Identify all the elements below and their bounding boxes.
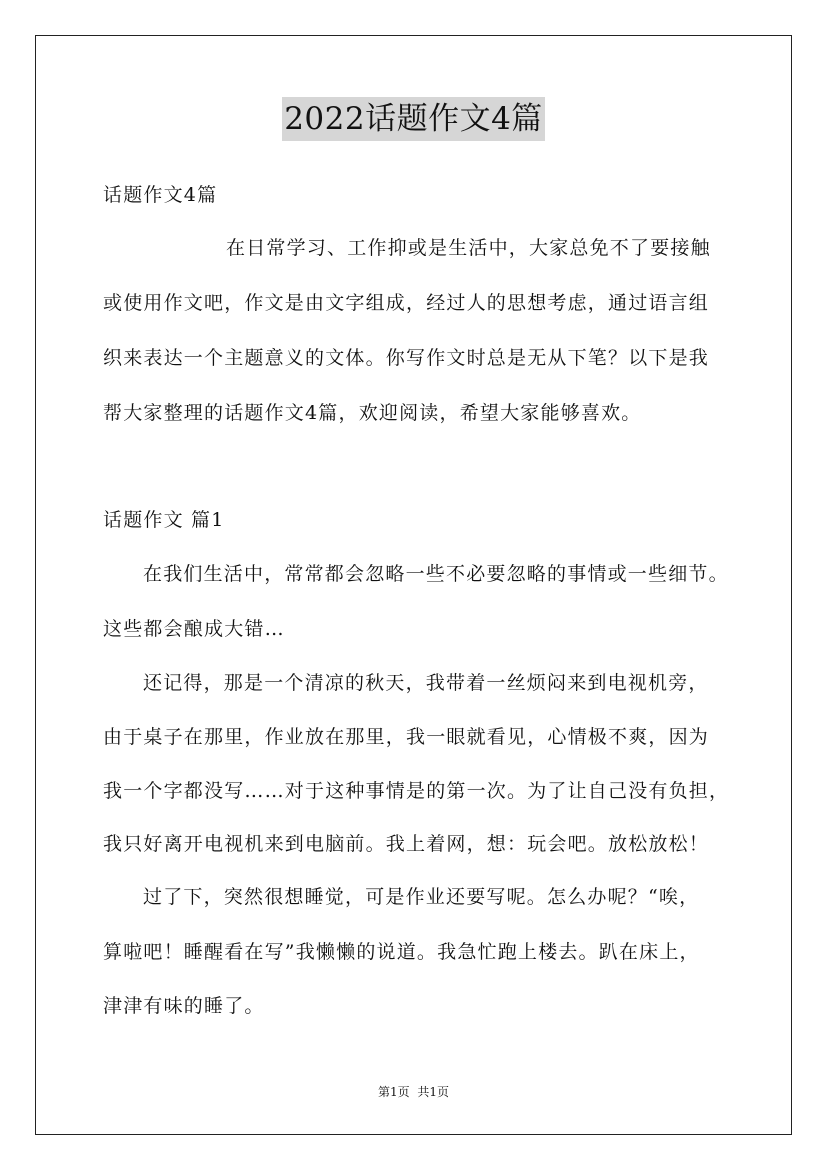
paragraph-line: 在日常学习、工作抑或是生活中，大家总免不了要接触 (226, 237, 711, 259)
paragraph-line: 算啦吧！睡醒看在写”我懒懒的说道。我急忙跑上楼去。趴在床上， (103, 941, 700, 963)
page-footer (0, 1083, 827, 1101)
paragraph-line: 或使用作文吧，作文是由文字组成，经过人的思想考虑，通过语言组 (103, 292, 710, 314)
document-title: 2022话题作文4篇 (282, 97, 545, 141)
paragraph-line: 津津有味的睡了。 (103, 995, 265, 1017)
paragraph-line: 这些都会酿成大错… (103, 618, 285, 640)
paragraph-line: 在我们生活中，常常都会忽略一些不必要忽略的事情或一些细节。 (143, 563, 729, 585)
paragraph-line: 过了下，突然很想睡觉，可是作业还要写呢。怎么办呢？“唉， (143, 886, 700, 908)
paragraph-line: 我只好离开电视机来到电脑前。我上着网，想：玩会吧。放松放松！ (103, 833, 710, 855)
paragraph-line: 织来表达一个主题意义的文体。你写作文时总是无从下笔？以下是我 (103, 347, 710, 369)
paragraph-line: 帮大家整理的话题作文4篇，欢迎阅读，希望大家能够喜欢。 (103, 402, 642, 424)
page-number: 第1页 (377, 1085, 410, 1099)
title-container (0, 97, 827, 141)
page-total: 共1页 (417, 1085, 450, 1099)
subtitle: 话题作文4篇 (103, 184, 218, 206)
paragraph-line: 由于桌子在那里，作业放在那里，我一眼就看见，心情极不爽，因为 (103, 726, 710, 748)
paragraph-line: 我一个字都没写……对于这种事情是的第一次。为了让自己没有负担， (103, 780, 730, 802)
paragraph-line: 还记得，那是一个清凉的秋天，我带着一丝烦闷来到电视机旁， (143, 672, 709, 694)
section-heading: 话题作文 篇1 (103, 509, 225, 531)
